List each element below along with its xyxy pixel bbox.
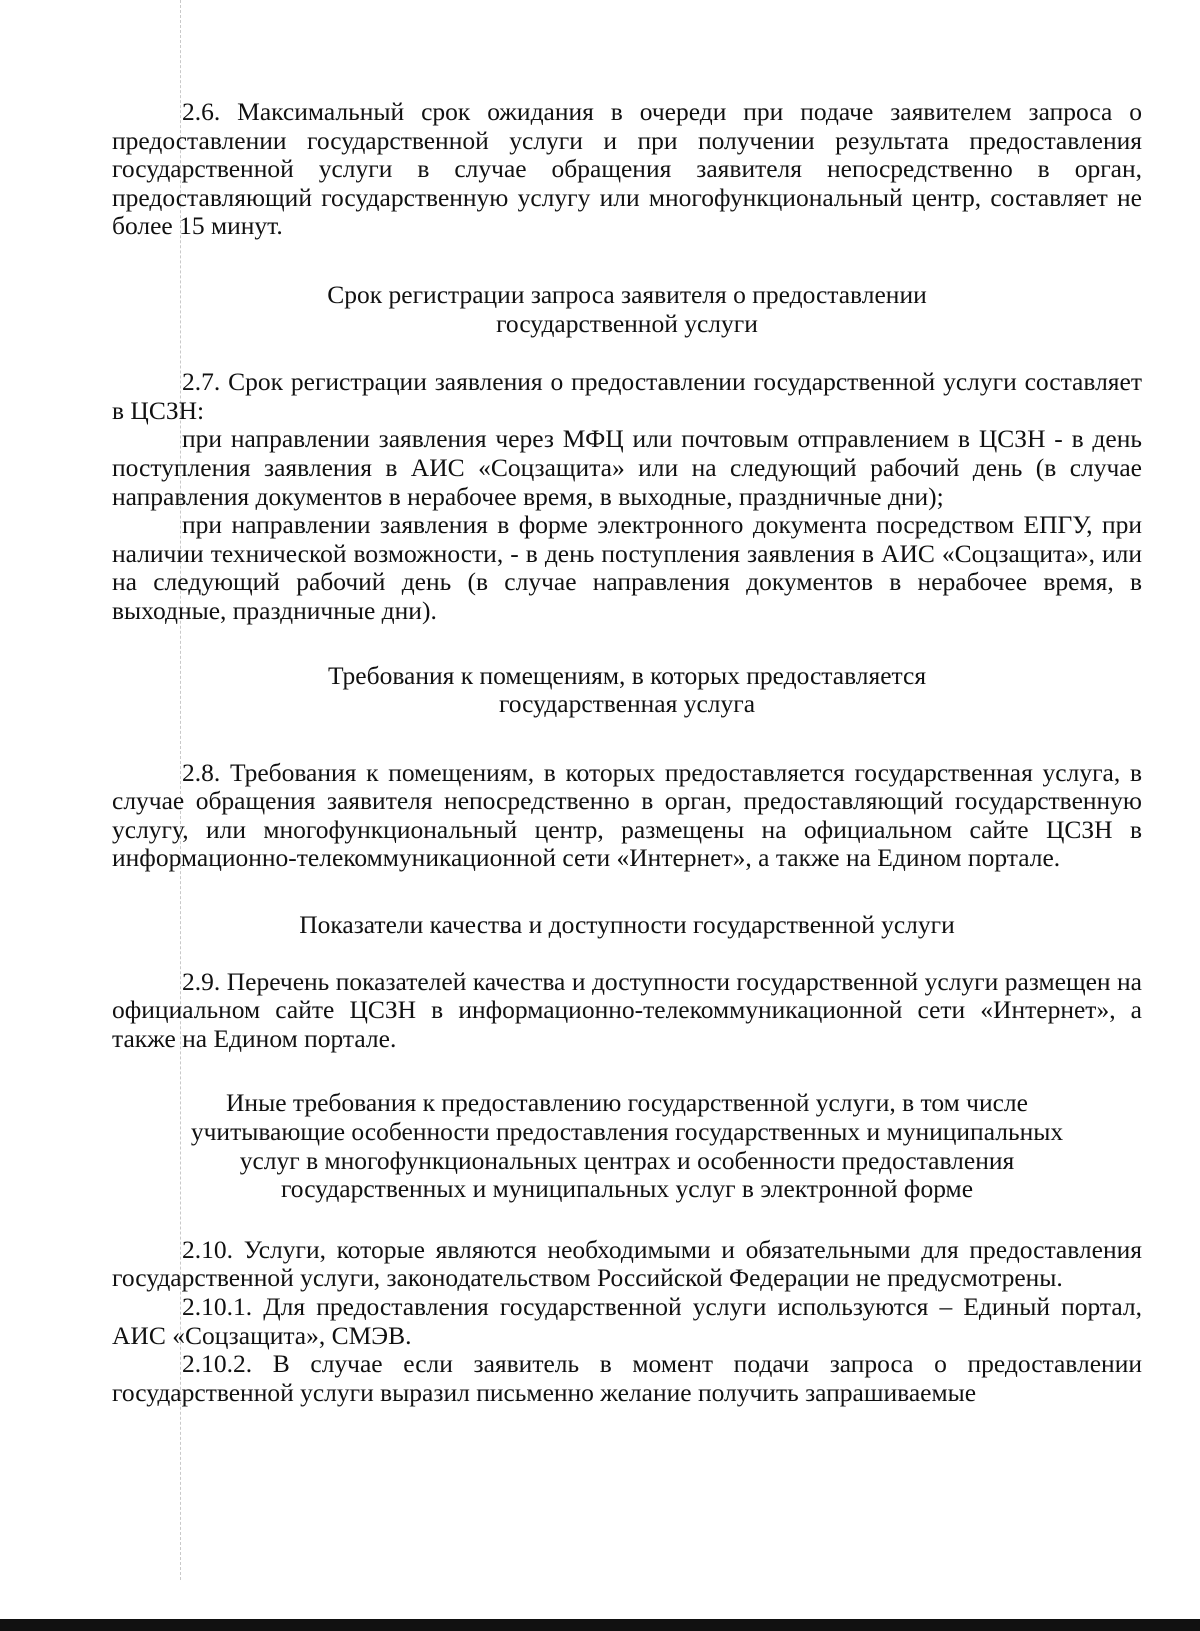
heading-other-line1: Иные требования к предоставлению государственной услуги, в том числе: [226, 1088, 1028, 1118]
paragraph-2-7-b: при направлении заявления в форме электронного документа посредством ЕПГУ, при наличии технической возможности, - в день поступления заявления в АИС «Соцзащита», или на следующий рабочий день (в случае направления документов в нерабочее время, в выходные, праздничные дни).: [112, 510, 1142, 625]
paragraph-2-10-2: 2.10.2. В случае если заявитель в момент подачи запроса о предоставлении государственной услуги выразил письменно желание получить запрашиваемые: [112, 1349, 1142, 1407]
heading-other-line4: государственных и муниципальных услуг в электронной форме: [280, 1174, 974, 1204]
scan-bottom-edge: [0, 1619, 1200, 1631]
paragraph-2-6: 2.6. Максимальный срок ожидания в очереди при подаче заявителем запроса о предоставлении государственной услуги и при получении результата предоставления государственной услуги в случае обращения заявителя непосредственно в орган, предоставляющий государственную услугу или многофункциональный центр, составляет не более 15 минут.: [112, 97, 1142, 241]
heading-other-line2: учитывающие особенности предоставления государственных и муниципальных: [190, 1117, 1064, 1147]
paragraph-2-10: 2.10. Услуги, которые являются необходимыми и обязательными для предоставления государственной услуги, законодательством Российской Федерации не предусмотрены.: [112, 1234, 1142, 1293]
heading-registration-line1: Срок регистрации запроса заявителя о предоставлении: [327, 279, 927, 309]
heading-registration-line2: государственной услуги: [496, 308, 758, 338]
paragraph-2-7-a: при направлении заявления через МФЦ или почтовым отправлением в ЦСЗН - в день поступления заявления в АИС «Соцзащита» или на следующий рабочий день (в случае направления документов в нерабочее время, в выходные, праздничные дни);: [112, 424, 1142, 511]
heading-other-line3: услуг в многофункциональных центрах и особенности предоставления: [239, 1145, 1015, 1175]
heading-premises-line2: государственная услуга: [498, 689, 756, 719]
heading-premises-line1: Требования к помещениям, в которых предоставляется: [327, 660, 927, 690]
heading-quality: Показатели качества и доступности государственной услуги: [299, 910, 955, 940]
paragraph-2-10-1: 2.10.1. Для предоставления государственной услуги используются – Единый портал, АИС «Соцзащита», СМЭВ.: [112, 1292, 1142, 1350]
paragraph-2-7: 2.7. Срок регистрации заявления о предоставлении государственной услуги составляет в ЦСЗН:: [112, 367, 1142, 425]
document-body: [112, 98, 1142, 1407]
paragraph-2-9: 2.9. Перечень показателей качества и доступности государственной услуги размещен на официальном сайте ЦСЗН в информационно-телекоммуникационной сети «Интернет», а также на Едином портале.: [112, 966, 1142, 1053]
paragraph-2-8: 2.8. Требования к помещениям, в которых предоставляется государственная услуга, в случае обращения заявителя непосредственно в орган, предоставляющий государственную услугу, или многофункциональный центр, размещены на официальном сайте ЦСЗН в информационно-телекоммуникационной сети «Интернет», а также на Едином портале.: [112, 757, 1142, 873]
